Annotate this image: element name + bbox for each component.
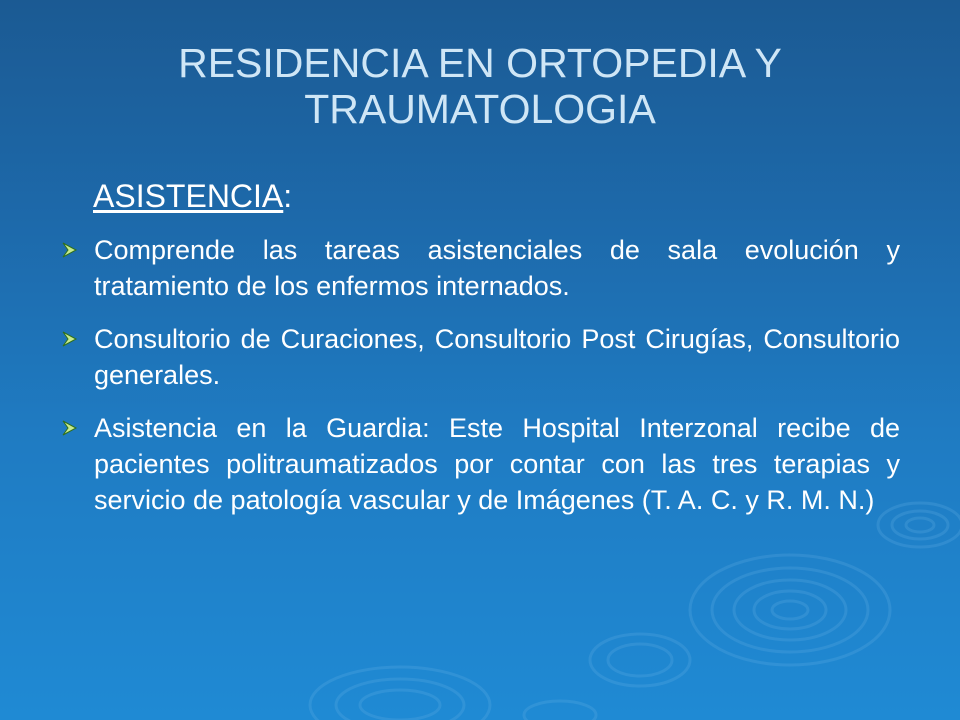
- bullet-item: [60, 232, 900, 304]
- section-heading-colon: :: [283, 178, 293, 214]
- bullet-text: Asistencia en la Guardia: Este Hospital Interzonal recibe de pacientes politraumatizados por contar con las tres terapias y servicio de patología vascular y de Imágenes (T. A. C. y R. M. N.): [94, 413, 900, 515]
- bullet-text: Consultorio de Curaciones, Consultorio Post Cirugías, Consultorio generales.: [94, 324, 900, 390]
- arrow-bullet-icon: [60, 241, 78, 259]
- slide-title-line-1: RESIDENCIA EN ORTOPEDIA Y: [178, 40, 782, 86]
- slide-title: [60, 40, 900, 132]
- section-heading-text: ASISTENCIA: [93, 178, 284, 214]
- bullet-item: [60, 321, 900, 393]
- arrow-bullet-icon: [60, 330, 78, 348]
- section-heading: [93, 177, 292, 215]
- arrow-bullet-icon: [60, 419, 78, 437]
- bullet-item: [60, 410, 900, 518]
- slide-title-line-2: TRAUMATOLOGIA: [304, 86, 656, 132]
- bullet-list: [60, 232, 900, 535]
- bullet-text: Comprende las tareas asistenciales de sala evolución y tratamiento de los enfermos internados.: [94, 235, 900, 301]
